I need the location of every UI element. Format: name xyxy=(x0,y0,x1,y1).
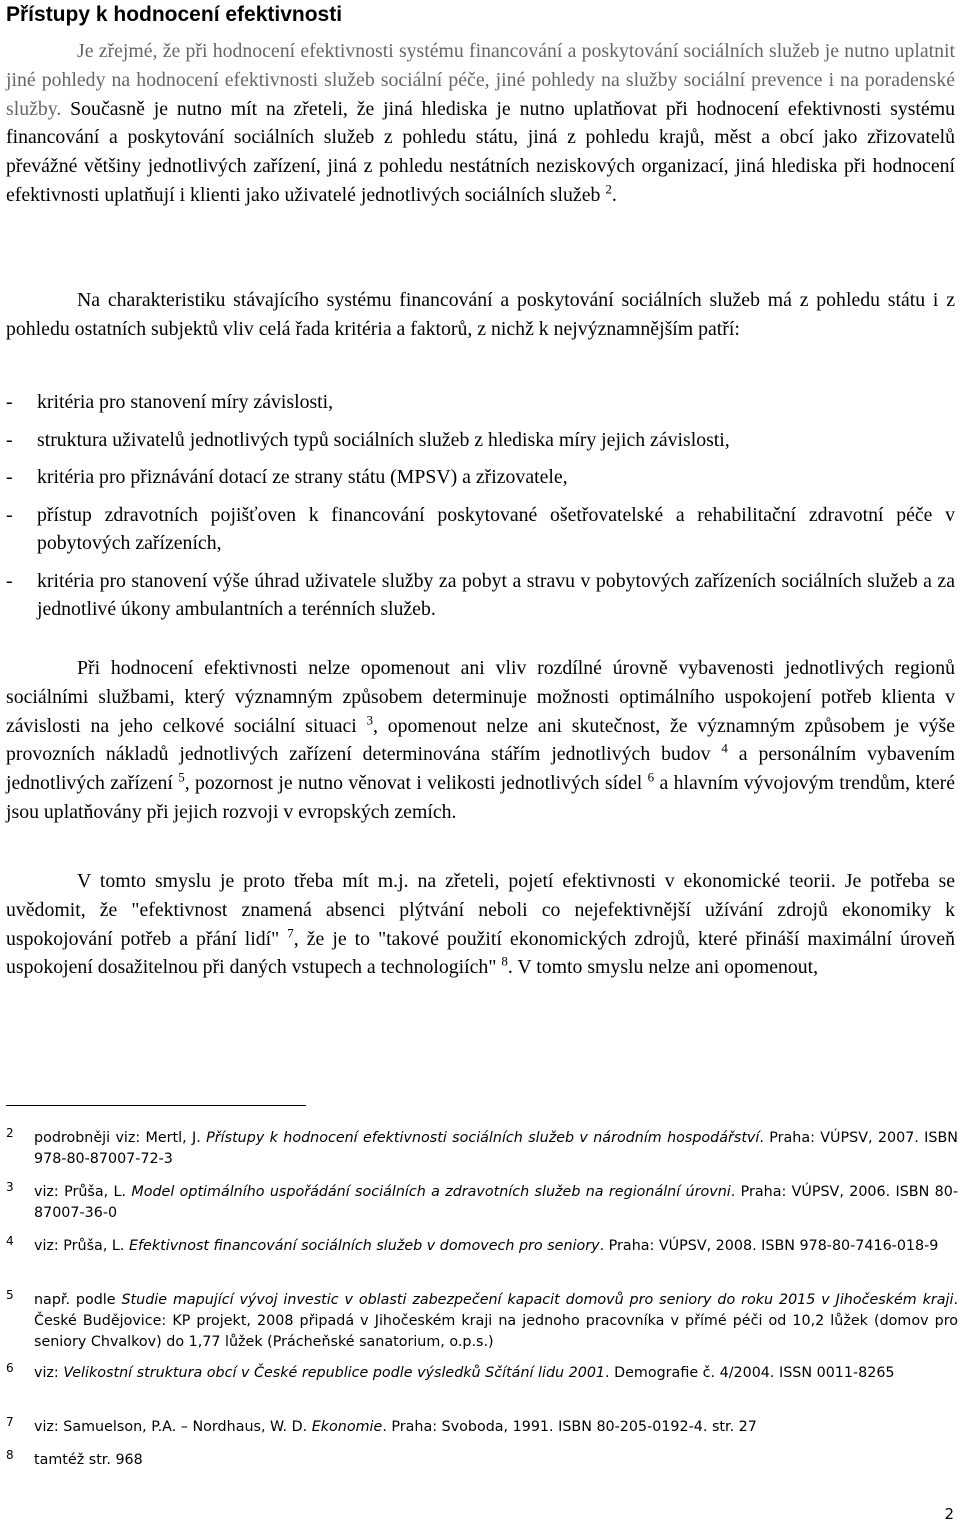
footnote-ref-6: 6 xyxy=(647,769,655,785)
footnote-ref-4: 4 xyxy=(721,740,728,756)
footnote-ref-2: 2 xyxy=(605,181,612,197)
footnote-title: Efektivnost financování sociálních služeb v domovech pro seniory xyxy=(128,1238,600,1254)
footnote-title: Velikostní struktura obcí v České republice podle výsledků Sčítání lidu 2001 xyxy=(63,1365,606,1381)
footnote-3 xyxy=(6,1182,958,1224)
paragraph-4-part-b: , že je to "takové použití ekonomických zdrojů, které přináší maximální úroveň uspokojení dosažitelnou při daných vstupech a technologiích" xyxy=(6,927,956,979)
list-item-text: kritéria pro přiznávání dotací ze strany státu (MPSV) a zřizovatele, xyxy=(37,466,568,488)
paragraph-2-block xyxy=(6,286,955,344)
footnote-number: 6 xyxy=(6,1361,14,1375)
footnote-text xyxy=(34,1363,958,1384)
list-item xyxy=(6,426,955,455)
list-item-text: struktura uživatelů jednotlivých typů sociálních služeb z hlediska míry jejich závislosti, xyxy=(37,428,730,451)
paragraph-4-part-a: V tomto smyslu je proto třeba mít m.j. na zřeteli, pojetí efektivnosti v ekonomické teorii. Je potřeba se uvědomit, že "efektivnost znamená absenci plýtvání neboli co nejefektivnější užívání zdrojů ekonomiky k uspokojování potřeb a přání lidí" xyxy=(6,870,955,950)
paragraph-1-part-a: Je zřejmé, že při hodnocení efektivnosti systému financování a poskytování sociálních služeb je nutno uplatnit jiné pohledy na hodnocení efektivnosti služeb sociální péče, jiné pohledy na služby sociální prevence i na poradenské služby. xyxy=(6,40,955,120)
footnote-text-post: . České Budějovice: KP projekt, 2008 připadá v Jihočeském kraji na jednoho pracovníka v přímé péči od 10,2 lůžek (domov pro seniory Chvalkov) do 1,77 lůžek (Prácheňské sanatorium, o.p.s.) xyxy=(34,1292,959,1350)
footnote-title: Studie mapující vývoj investic v oblasti zabezpečení kapacit domovů pro seniory do roku 2015 v Jihočeském kraji xyxy=(121,1292,954,1308)
footnote-text-pre: viz: xyxy=(34,1365,64,1381)
footnote-ref-3: 3 xyxy=(366,712,374,727)
footnote-number: 4 xyxy=(6,1234,14,1248)
list-item-text: přístup zdravotních pojišťoven k financování poskytované ošetřovatelské a rehabilitační zdravotní péče v pobytových zařízeních, xyxy=(37,503,955,554)
footnote-ref-8: 8 xyxy=(501,953,508,969)
paragraph-1 xyxy=(6,37,955,210)
list-dash: - xyxy=(6,503,13,526)
footnote-text-pre: viz: Průša, L. xyxy=(34,1238,129,1254)
list-dash: - xyxy=(6,569,13,592)
paragraph-3-part-e: a hlavním vývojovým trendům, které jsou uplatňovány při jejich rozvoji v evropských zemích. xyxy=(6,772,955,823)
list-item xyxy=(6,388,955,417)
footnote-ref-5: 5 xyxy=(178,769,185,785)
footnote-4 xyxy=(6,1236,958,1257)
footnote-text xyxy=(34,1236,958,1257)
list-dash: - xyxy=(6,391,13,413)
paragraph-3-block xyxy=(6,654,955,827)
footnote-text-pre: podrobněji viz: Mertl, J. xyxy=(34,1130,207,1146)
paragraph-3-part-b: , opomenout nelze ani skutečnost, že významným způsobem je výše provozních nákladů jednotlivých zařízení determinována stářím jednotlivých budov xyxy=(6,714,955,766)
footnote-text-post: . Praha: Svoboda, 1991. ISBN 80-205-0192-4. str. 27 xyxy=(382,1419,757,1435)
footnote-number: 8 xyxy=(6,1448,14,1462)
list-item xyxy=(6,463,955,492)
paragraph-1-block xyxy=(6,37,955,210)
paragraph-3 xyxy=(6,654,955,827)
footnote-text-pre: viz: Samuelson, P.A. – Nordhaus, W. D. xyxy=(34,1419,312,1435)
footnote-8 xyxy=(6,1450,958,1471)
footnote-2 xyxy=(6,1128,958,1170)
footnote-text-post: . Praha: VÚPSV, 2006. ISBN 80-87007-36-0 xyxy=(34,1184,958,1221)
list-item-text: kritéria pro stanovení míry závislosti, xyxy=(37,391,334,413)
footnote-text-pre: viz: Průša, L. xyxy=(34,1184,132,1200)
paragraph-3-part-a: Při hodnocení efektivnosti nelze opomenout ani vliv rozdílné úrovně vybavenosti jednotlivých regionů sociálními službami, který významným způsobem determinuje možnosti optimálního uspokojení potřeb klienta v závislosti na jeho celkové sociální situaci xyxy=(6,657,955,737)
footnote-7 xyxy=(6,1417,958,1438)
footnote-title: Přístupy k hodnocení efektivnosti sociálních služeb v národním hospodářství xyxy=(206,1130,760,1146)
paragraph-1-part-b: Současně je nutno mít na zřeteli, že jiná hlediska je nutno uplatňovat při hodnocení efektivnosti systému financování a poskytování sociálních služeb z pohledu státu, jiná z pohledu krajů, měst a obcí jako zřizovatelů převážné většiny jednotlivých zařízení, jiná z pohledu nestátních neziskových organizací, jiná hlediska při hodnocení efektivnosti uplatňují i klienti jako uživatelé jednotlivých sociálních služeb xyxy=(6,97,955,206)
list-item xyxy=(6,501,955,558)
footnote-separator xyxy=(6,1105,306,1106)
list-dash: - xyxy=(6,466,13,488)
footnote-text xyxy=(34,1417,958,1438)
paragraph-4 xyxy=(6,867,955,982)
footnote-number: 2 xyxy=(6,1126,14,1140)
list-item xyxy=(6,567,955,624)
footnote-text xyxy=(34,1128,958,1170)
footnote-text xyxy=(34,1290,958,1353)
paragraph-4-part-c: . V tomto smyslu nelze ani opomenout, xyxy=(507,956,819,979)
criteria-list xyxy=(6,388,955,624)
footnote-number: 7 xyxy=(6,1415,14,1429)
footnote-6 xyxy=(6,1363,958,1384)
footnote-5 xyxy=(6,1290,958,1353)
paragraph-4-block xyxy=(6,867,955,982)
paragraph-1-part-c: . xyxy=(611,183,617,206)
footnote-title: Ekonomie xyxy=(311,1419,383,1435)
footnote-title: Model optimálního uspořádání sociálních a zdravotních služeb na regionální úrovni xyxy=(131,1184,731,1200)
footnote-text xyxy=(34,1450,958,1471)
footnote-text xyxy=(34,1182,958,1224)
page-number: 2 xyxy=(944,1505,954,1523)
footnote-ref-7: 7 xyxy=(287,925,294,940)
footnote-number: 5 xyxy=(6,1288,14,1302)
footnote-text-post: . Praha: VÚPSV, 2008. ISBN 978-80-7416-018-9 xyxy=(599,1238,939,1254)
paragraph-3-part-d: , pozornost je nutno věnovat i velikosti jednotlivých sídel xyxy=(184,772,648,795)
list-item-text: kritéria pro stanovení výše úhrad uživatele služby za pobyt a stravu v pobytových zařízeních sociálních služeb a za jednotlivé úkony ambulantních a terénních služeb. xyxy=(37,569,955,620)
footnote-text-pre: tamtéž str. 968 xyxy=(34,1452,143,1468)
footnote-text-post: . Demografie č. 4/2004. ISSN 0011-8265 xyxy=(605,1365,895,1381)
paragraph-3-part-c: a personálním vybavením jednotlivých zařízení xyxy=(6,743,956,795)
footnote-text-post: . Praha: VÚPSV, 2007. ISBN 978-80-87007-72-3 xyxy=(34,1130,958,1167)
section-heading: Přístupy k hodnocení efektivnosti xyxy=(6,3,343,26)
paragraph-2: Na charakteristiku stávajícího systému financování a poskytování sociálních služeb má z pohledu státu i z pohledu ostatních subjektů vliv celá řada kritéria a faktorů, z nichž k nejvýznamnějším patří: xyxy=(6,289,955,340)
footnote-number: 3 xyxy=(6,1180,14,1194)
list-dash: - xyxy=(6,428,13,451)
footnote-text-pre: např. podle xyxy=(34,1292,122,1308)
